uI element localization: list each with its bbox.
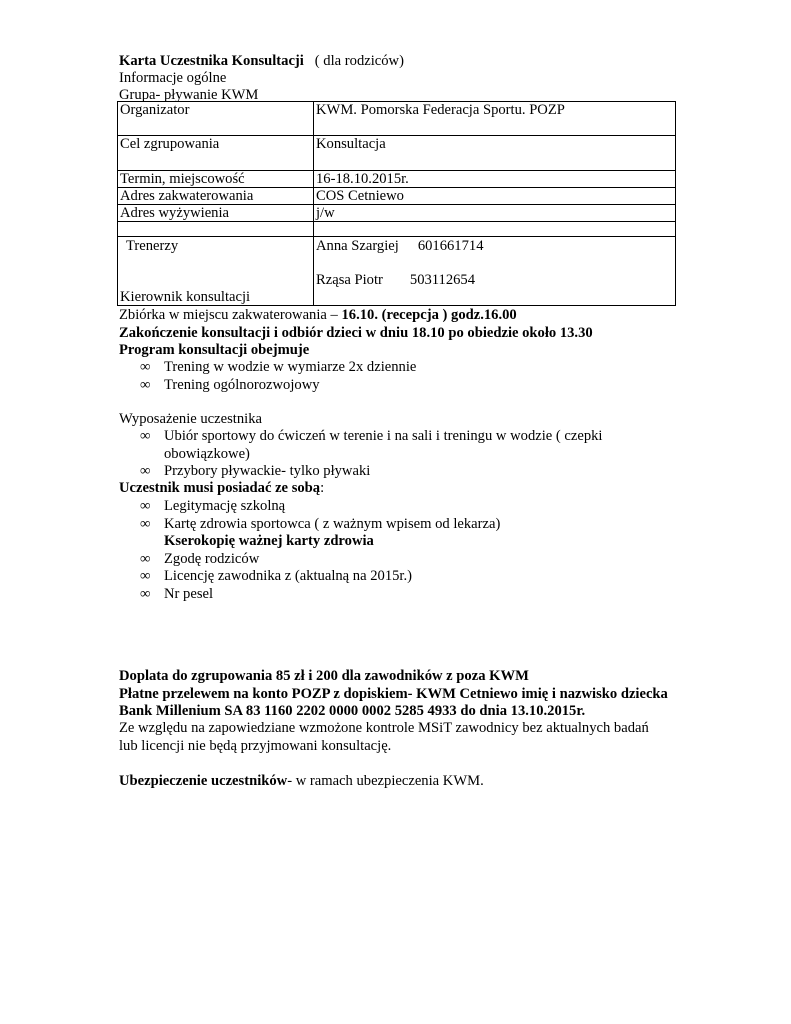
list-item-text: Kartę zdrowia sportowca ( z ważnym wpisem od lekarza): [164, 515, 501, 532]
table-row: [118, 136, 676, 171]
row-label: Adres zakwaterowania: [118, 188, 314, 205]
list-item: [140, 498, 500, 516]
list-item-text: Kserokopię ważnej karty zdrowia: [164, 533, 374, 549]
infinity-bullet-icon: ∞: [140, 585, 151, 602]
trainer-phone: 503112654: [409, 272, 476, 288]
subtitle: Informacje ogólne: [119, 70, 227, 86]
gathering-line: [119, 307, 517, 325]
infinity-bullet-icon: ∞: [140, 515, 151, 532]
payment-line-1: Doplata do zgrupowania 85 zł i 200 dla zawodników z poza KWM: [119, 668, 529, 684]
document-title: Karta Uczestnika Konsultacji: [119, 53, 304, 69]
list-item: [140, 377, 416, 395]
trainers-label-cell: [118, 237, 314, 306]
payment-line-5: lub licencji nie będą przyjmowani konsultację.: [119, 738, 392, 754]
manager-label: Kierownik konsultacji: [120, 289, 251, 305]
trainer-name: Rząsa Piotr: [316, 272, 383, 288]
infinity-bullet-icon: ∞: [140, 428, 151, 444]
row-label: Termin, miejscowość: [118, 171, 314, 188]
row-value: j/w: [314, 205, 676, 222]
table-row: [118, 102, 676, 136]
list-item-text: obowiązkowe): [164, 445, 250, 462]
ending-line: Zakończenie konsultacji i odbiór dzieci w dniu 18.10 po obiedzie około 13.30: [119, 325, 593, 341]
trainer-name: Anna Szargiej: [316, 238, 399, 254]
list-item: [140, 586, 500, 604]
list-item: [140, 463, 602, 481]
infinity-bullet-icon: ∞: [140, 359, 151, 375]
row-value: KWM. Pomorska Federacja Sportu. POZP: [314, 102, 676, 136]
table-row: [118, 171, 676, 188]
table-row-trainers: [118, 237, 676, 306]
table-row-empty: [118, 222, 676, 237]
row-value: [314, 222, 676, 237]
required-heading: Uczestnik musi posiadać ze sobą: [119, 480, 321, 496]
trainer-entry: [316, 272, 475, 288]
list-item-text: Legitymację szkolną: [164, 498, 286, 514]
list-item: [140, 568, 500, 586]
payment-line-4: Ze względu na zapowiedziane wzmożone kontrole MSiT zawodnicy bez aktualnych badań: [119, 720, 649, 736]
list-item: [140, 551, 500, 569]
program-list: [140, 359, 416, 394]
trainers-label: Trenerzy: [126, 238, 179, 254]
header-title-line: [119, 53, 404, 71]
infinity-bullet-icon: ∞: [140, 498, 151, 514]
payment-line-2: Płatne przelewem na konto POZP z dopiskiem- KWM Cetniewo imię i nazwisko dziecka: [119, 686, 668, 702]
insurance-heading: Ubezpieczenie uczestników: [119, 773, 288, 789]
table-row: [118, 205, 676, 222]
row-value: 16-18.10.2015r.: [314, 171, 676, 188]
trainer-entry: [316, 238, 483, 254]
list-item-continuation: [140, 446, 602, 464]
infinity-bullet-icon: ∞: [140, 463, 151, 479]
required-heading-line: [119, 480, 324, 498]
gathering-time: 16.10. (recepcja ) godz.16.00: [341, 307, 517, 323]
list-item: [140, 359, 416, 377]
list-item-text: Nr pesel: [164, 585, 214, 602]
table-row: [118, 188, 676, 205]
group-line: Grupa- pływanie KWM: [119, 87, 259, 103]
insurance-text: - w ramach ubezpieczenia KWM.: [287, 773, 484, 789]
payment-line-3: Bank Millenium SA 83 1160 2202 0000 0002 5285 4933 do dnia 13.10.2015r.: [119, 703, 586, 719]
list-item: [140, 428, 602, 446]
list-item-text: Przybory pływackie- tylko pływaki: [164, 463, 371, 479]
list-item-text: Licencję zawodnika z (aktualną na 2015r.): [164, 568, 412, 584]
program-heading: Program konsultacji obejmuje: [119, 342, 310, 358]
equipment-list: [140, 428, 602, 481]
gathering-prefix: Zbiórka w miejscu zakwaterowania –: [119, 307, 342, 323]
infinity-bullet-icon: ∞: [140, 376, 151, 393]
list-item-continuation: [140, 533, 500, 551]
row-value: Konsultacja: [314, 136, 676, 171]
row-label: Adres wyżywienia: [118, 205, 314, 222]
trainer-phone: 601661714: [417, 238, 484, 254]
document-title-note: ( dla rodziców): [314, 53, 404, 69]
infinity-bullet-icon: ∞: [140, 568, 151, 584]
required-heading-colon: :: [320, 480, 325, 496]
list-item-text: Zgodę rodziców: [164, 550, 260, 567]
row-label: Organizator: [118, 102, 314, 136]
infinity-bullet-icon: ∞: [140, 550, 151, 567]
row-label: Cel zgrupowania: [118, 136, 314, 171]
list-item-text: Trening w wodzie w wymiarze 2x dziennie: [164, 359, 417, 375]
list-item-text: Ubiór sportowy do ćwiczeń w terenie i na sali i treningu w wodzie ( czepki: [164, 428, 603, 444]
equipment-heading: Wyposażenie uczestnika: [119, 411, 262, 427]
trainers-value-cell: [314, 237, 676, 306]
row-label: [118, 222, 314, 237]
insurance-line: [119, 773, 484, 791]
required-list: [140, 498, 500, 603]
list-item: [140, 516, 500, 534]
info-table: [117, 101, 676, 306]
row-value: COS Cetniewo: [314, 188, 676, 205]
list-item-text: Trening ogólnorozwojowy: [164, 376, 320, 393]
